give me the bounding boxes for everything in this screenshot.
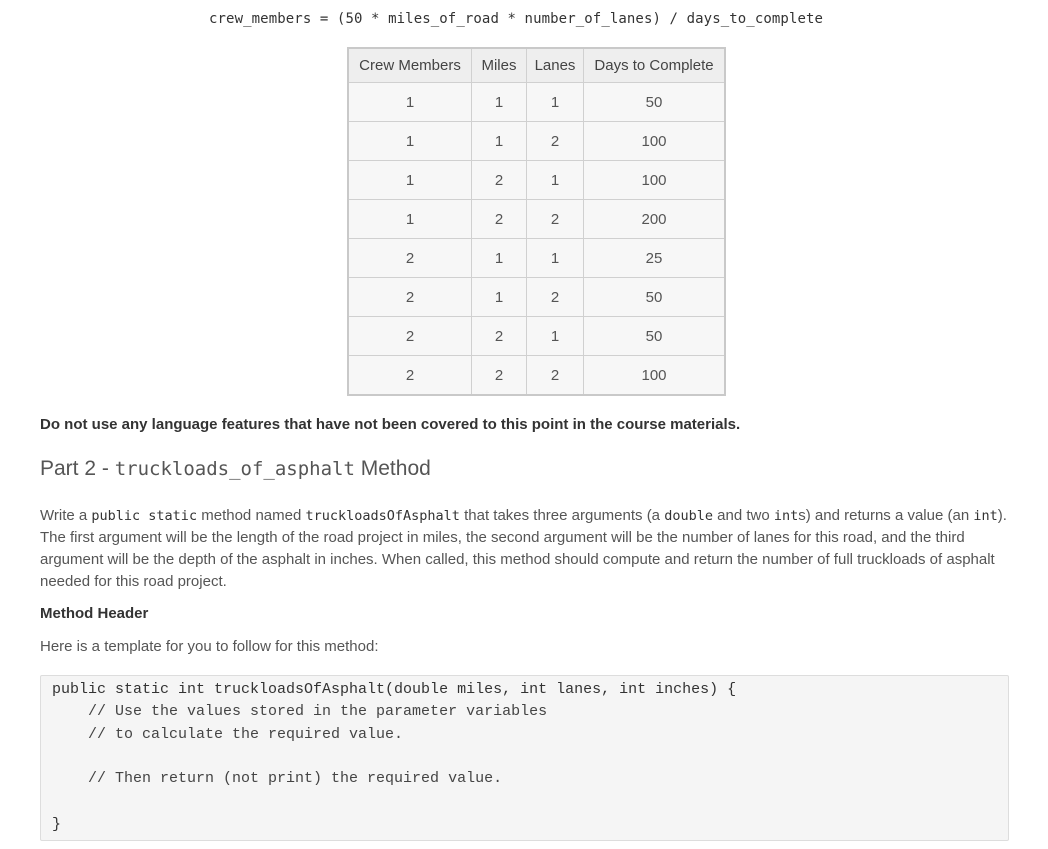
cell-miles: 2: [472, 161, 527, 200]
cell-miles: 1: [472, 83, 527, 122]
table-row: [348, 317, 725, 356]
warning-text: Do not use any language features that have not been covered to this point in the course materials.: [40, 416, 741, 433]
cell-lanes: 2: [527, 356, 584, 396]
cell-crew: 1: [348, 161, 472, 200]
header-lanes: Lanes: [527, 48, 584, 83]
description-text: method named: [197, 507, 306, 524]
method-header-label: Method Header: [40, 605, 149, 622]
cell-miles: 1: [472, 239, 527, 278]
crew-table: [347, 47, 726, 396]
part-heading: [40, 457, 431, 481]
cell-days: 50: [584, 317, 726, 356]
cell-crew: 2: [348, 278, 472, 317]
cell-crew: 2: [348, 356, 472, 396]
cell-days: 50: [584, 278, 726, 317]
cell-lanes: 1: [527, 83, 584, 122]
table-row: [348, 278, 725, 317]
cell-lanes: 1: [527, 239, 584, 278]
table-row: [348, 200, 725, 239]
description-text: and two: [712, 507, 774, 524]
description-text: s) and returns a value (an: [798, 507, 974, 524]
cell-miles: 2: [472, 356, 527, 396]
table-row: [348, 122, 725, 161]
formula: crew_members = (50 * miles_of_road * number_of_lanes) / days_to_complete: [209, 11, 824, 27]
part-heading-prefix: Part 2 -: [40, 457, 115, 480]
code-comment-line: // Then return (not print) the required value.: [52, 770, 503, 787]
cell-miles: 2: [472, 317, 527, 356]
header-days-to-complete: Days to Complete: [584, 48, 726, 83]
cell-crew: 1: [348, 200, 472, 239]
table-row: [348, 83, 725, 122]
code-line: }: [52, 816, 62, 833]
header-miles: Miles: [472, 48, 527, 83]
inline-code: int: [973, 508, 998, 524]
cell-miles: 2: [472, 200, 527, 239]
cell-crew: 1: [348, 122, 472, 161]
cell-miles: 1: [472, 278, 527, 317]
cell-crew: 2: [348, 239, 472, 278]
method-description: [40, 505, 1008, 593]
template-intro: Here is a template for you to follow for this method:: [40, 638, 379, 655]
cell-days: 100: [584, 161, 726, 200]
cell-crew: 1: [348, 83, 472, 122]
table-row: [348, 161, 725, 200]
inline-code: int: [773, 508, 799, 524]
cell-crew: 2: [348, 317, 472, 356]
table-row: [348, 239, 725, 278]
inline-code: public static: [91, 508, 198, 524]
table-header-row: [348, 48, 725, 83]
cell-days: 200: [584, 200, 726, 239]
code-block: [40, 675, 1009, 841]
code-comment-line: // to calculate the required value.: [52, 726, 404, 743]
header-crew-members: Crew Members: [348, 48, 472, 83]
description-text: that takes three arguments (a: [459, 507, 665, 524]
cell-lanes: 2: [527, 122, 584, 161]
cell-lanes: 2: [527, 278, 584, 317]
cell-lanes: 2: [527, 200, 584, 239]
cell-days: 25: [584, 239, 726, 278]
part-heading-suffix: Method: [354, 457, 431, 480]
cell-days: 50: [584, 83, 726, 122]
code-line: public static int truckloadsOfAsphalt(double miles, int lanes, int inches) {: [52, 681, 737, 698]
cell-days: 100: [584, 122, 726, 161]
inline-code: truckloadsOfAsphalt: [305, 508, 460, 524]
cell-miles: 1: [472, 122, 527, 161]
description-text: ). The first argument will be the length of the road project in miles, the second argument will be the number of lanes for this road, and the third argument will be the depth of the asphalt in inches. When called, this method should compute and return the number of full truckloads of asphalt needed for this road project.: [40, 507, 1007, 590]
code-comment-line: // Use the values stored in the parameter variables: [52, 703, 548, 720]
part-heading-method-name: truckloads_of_asphalt: [114, 458, 355, 480]
cell-lanes: 1: [527, 317, 584, 356]
inline-code: double: [664, 508, 713, 524]
cell-days: 100: [584, 356, 726, 396]
table-row: [348, 356, 725, 396]
cell-lanes: 1: [527, 161, 584, 200]
description-text: Write a: [40, 507, 92, 524]
